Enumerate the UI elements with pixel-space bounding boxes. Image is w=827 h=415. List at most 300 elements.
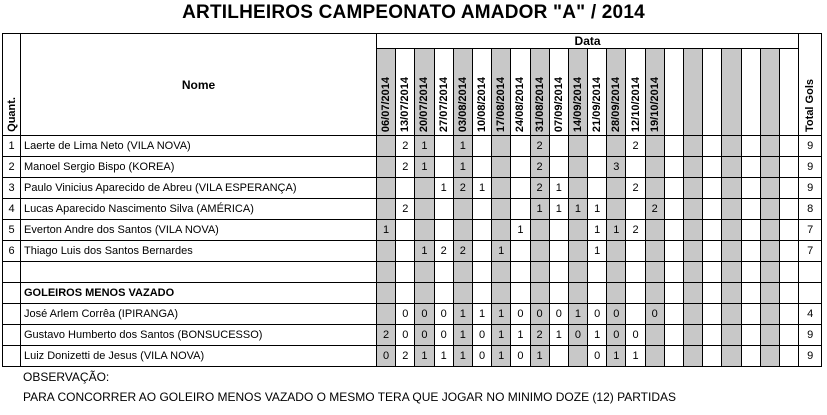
goal-cell	[684, 136, 703, 157]
quant-header-label: Quant.	[5, 97, 18, 132]
goal-cell	[472, 199, 491, 220]
goal-cell	[779, 241, 798, 262]
goal-cell	[645, 136, 664, 157]
goal-cell: 1	[588, 220, 607, 241]
goal-cell: 2	[530, 157, 549, 178]
goal-cell	[760, 262, 779, 283]
table-row	[3, 241, 822, 262]
goal-cell	[626, 199, 645, 220]
goal-cell: 1	[492, 304, 511, 325]
goal-cell	[722, 157, 741, 178]
total-cell: 8	[799, 199, 822, 220]
date-label: 03/08/2014	[456, 76, 469, 132]
page-title: ARTILHEIROS CAMPEONATO AMADOR "A" / 2014	[182, 2, 645, 23]
date-header	[607, 49, 626, 136]
goal-cell	[434, 199, 453, 220]
goal-cell	[664, 304, 683, 325]
goal-cell: 1	[415, 346, 434, 367]
goal-cell	[722, 262, 741, 283]
goal-cell	[607, 199, 626, 220]
goal-cell	[568, 241, 587, 262]
goal-cell	[741, 199, 760, 220]
goal-cell: 0	[607, 325, 626, 346]
goal-cell	[741, 304, 760, 325]
goal-cell	[626, 157, 645, 178]
goal-cell	[549, 241, 568, 262]
goal-cell: 1	[415, 241, 434, 262]
date-header	[779, 49, 798, 136]
goal-cell	[568, 220, 587, 241]
goal-cell	[588, 178, 607, 199]
date-header	[492, 49, 511, 136]
goal-cell	[472, 136, 491, 157]
goal-cell	[415, 199, 434, 220]
goal-cell	[377, 178, 396, 199]
goal-cell: 2	[434, 241, 453, 262]
goal-cell	[588, 157, 607, 178]
total-cell: 9	[799, 346, 822, 367]
goal-cell	[568, 157, 587, 178]
goal-cell	[492, 199, 511, 220]
goal-cell	[645, 178, 664, 199]
goal-cell	[703, 304, 722, 325]
row-number: 2	[3, 157, 21, 178]
goal-cell	[568, 283, 587, 304]
goal-cell: 1	[453, 346, 472, 367]
goal-cell	[703, 262, 722, 283]
goal-cell: 2	[377, 325, 396, 346]
goal-cell: 2	[530, 325, 549, 346]
player-name: José Arlem Corrêa (IPIRANGA)	[21, 304, 377, 325]
goal-cell	[703, 283, 722, 304]
goal-cell	[760, 178, 779, 199]
row-number	[3, 283, 21, 304]
goal-cell	[664, 262, 683, 283]
goal-cell: 0	[377, 346, 396, 367]
goal-cell	[645, 241, 664, 262]
goal-cell	[396, 241, 415, 262]
goal-cell: 1	[511, 220, 530, 241]
table-row	[3, 220, 822, 241]
goal-cell	[453, 283, 472, 304]
goal-cell: 0	[588, 304, 607, 325]
goal-cell: 1	[453, 325, 472, 346]
goal-cell: 0	[511, 346, 530, 367]
goal-cell: 0	[626, 325, 645, 346]
date-header	[684, 49, 703, 136]
goal-cell	[530, 262, 549, 283]
goal-cell: 1	[377, 220, 396, 241]
goal-cell: 1	[588, 199, 607, 220]
goal-cell	[453, 220, 472, 241]
goal-cell	[511, 136, 530, 157]
row-number	[3, 304, 21, 325]
goal-cell: 0	[530, 304, 549, 325]
goal-cell	[703, 325, 722, 346]
goal-cell	[377, 157, 396, 178]
goal-cell	[722, 304, 741, 325]
date-header	[415, 49, 434, 136]
row-number: 5	[3, 220, 21, 241]
goal-cell	[779, 346, 798, 367]
goal-cell	[434, 136, 453, 157]
goal-cell	[760, 199, 779, 220]
goal-cell: 0	[415, 304, 434, 325]
date-label: 19/10/2014	[648, 76, 661, 132]
goal-cell	[492, 157, 511, 178]
date-label: 13/07/2014	[399, 76, 412, 132]
date-header	[396, 49, 415, 136]
date-label: 10/08/2014	[476, 76, 489, 132]
date-header	[434, 49, 453, 136]
goal-cell: 2	[453, 178, 472, 199]
player-name: Manoel Sergio Bispo (KOREA)	[21, 157, 377, 178]
table-row	[3, 136, 822, 157]
goal-cell: 1	[472, 304, 491, 325]
goal-cell	[645, 262, 664, 283]
goal-cell: 1	[530, 346, 549, 367]
goal-cell	[645, 157, 664, 178]
goal-cell	[549, 262, 568, 283]
goal-cell	[779, 178, 798, 199]
date-label: 12/10/2014	[629, 76, 642, 132]
goal-cell: 1	[588, 325, 607, 346]
goal-cell: 1	[415, 136, 434, 157]
player-name: Paulo Vinicius Aparecido de Abreu (VILA ESPERANÇA)	[21, 178, 377, 199]
goal-cell	[703, 178, 722, 199]
goal-cell	[741, 157, 760, 178]
goal-cell	[626, 241, 645, 262]
goal-cell	[664, 283, 683, 304]
date-label: 14/09/2014	[571, 76, 584, 132]
goalkeepers-section-title: GOLEIROS MENOS VAZADO	[21, 283, 377, 304]
date-label: 27/07/2014	[437, 76, 450, 132]
goal-cell	[568, 346, 587, 367]
scorers-table	[2, 33, 822, 367]
data-header: Data	[377, 34, 799, 49]
goal-cell	[607, 241, 626, 262]
goal-cell: 2	[626, 136, 645, 157]
player-name: Everton Andre dos Santos (VILA NOVA)	[21, 220, 377, 241]
row-number	[3, 262, 21, 283]
date-header	[645, 49, 664, 136]
goal-cell	[779, 157, 798, 178]
goal-cell	[434, 157, 453, 178]
goal-cell	[377, 304, 396, 325]
goal-cell	[377, 199, 396, 220]
goal-cell: 3	[607, 157, 626, 178]
goal-cell	[684, 262, 703, 283]
goal-cell: 1	[626, 346, 645, 367]
goal-cell	[626, 262, 645, 283]
goal-cell	[645, 220, 664, 241]
date-header	[511, 49, 530, 136]
goal-cell: 1	[434, 178, 453, 199]
empty-cell	[21, 262, 377, 283]
goal-cell	[779, 325, 798, 346]
goal-cell	[549, 157, 568, 178]
total-cell	[799, 262, 822, 283]
goal-cell	[434, 220, 453, 241]
goal-cell	[722, 136, 741, 157]
goal-cell: 0	[472, 325, 491, 346]
goal-cell	[530, 220, 549, 241]
goal-cell	[684, 220, 703, 241]
goal-cell	[453, 199, 472, 220]
goal-cell	[568, 262, 587, 283]
goal-cell	[472, 283, 491, 304]
table-row	[3, 283, 822, 304]
goal-cell	[779, 220, 798, 241]
goal-cell	[415, 220, 434, 241]
date-header	[568, 49, 587, 136]
goal-cell: 1	[549, 178, 568, 199]
goal-cell	[549, 220, 568, 241]
goal-cell	[588, 262, 607, 283]
goal-cell	[664, 199, 683, 220]
total-cell: 9	[799, 157, 822, 178]
goal-cell	[511, 199, 530, 220]
goal-cell	[549, 283, 568, 304]
quant-header	[3, 34, 21, 136]
goal-cell	[703, 220, 722, 241]
goal-cell	[511, 241, 530, 262]
player-name: Laerte de Lima Neto (VILA NOVA)	[21, 136, 377, 157]
goal-cell: 0	[396, 325, 415, 346]
goal-cell	[472, 241, 491, 262]
goal-cell	[645, 325, 664, 346]
goal-cell	[664, 346, 683, 367]
goal-cell	[492, 283, 511, 304]
goal-cell	[453, 262, 472, 283]
total-cell: 7	[799, 220, 822, 241]
goal-cell	[492, 136, 511, 157]
goal-cell: 1	[415, 157, 434, 178]
date-header	[453, 49, 472, 136]
table-row	[3, 304, 822, 325]
date-label: 07/09/2014	[552, 76, 565, 132]
total-header	[799, 34, 822, 136]
date-header	[549, 49, 568, 136]
goal-cell	[760, 346, 779, 367]
goal-cell	[722, 220, 741, 241]
total-cell: 7	[799, 241, 822, 262]
goal-cell	[377, 241, 396, 262]
name-header: Nome	[21, 34, 377, 136]
goal-cell	[568, 178, 587, 199]
goal-cell	[492, 262, 511, 283]
goal-cell: 1	[607, 220, 626, 241]
date-header	[530, 49, 549, 136]
goal-cell: 1	[492, 346, 511, 367]
goal-cell: 1	[607, 346, 626, 367]
goal-cell	[684, 241, 703, 262]
goal-cell	[703, 346, 722, 367]
date-header	[760, 49, 779, 136]
goal-cell	[703, 199, 722, 220]
date-header	[722, 49, 741, 136]
goal-cell	[626, 283, 645, 304]
goal-cell	[664, 220, 683, 241]
goal-cell	[549, 136, 568, 157]
date-label: 28/09/2014	[610, 76, 623, 132]
player-name: Luiz Donizetti de Jesus (VILA NOVA)	[21, 346, 377, 367]
goal-cell: 0	[472, 346, 491, 367]
goal-cell	[760, 283, 779, 304]
date-label: 17/08/2014	[495, 76, 508, 132]
goal-cell	[645, 283, 664, 304]
goal-cell: 2	[530, 178, 549, 199]
goal-cell	[722, 199, 741, 220]
goal-cell	[722, 325, 741, 346]
table-row	[3, 262, 822, 283]
goal-cell	[741, 220, 760, 241]
goal-cell: 0	[434, 325, 453, 346]
goal-cell: 0	[396, 304, 415, 325]
goal-cell	[741, 325, 760, 346]
goal-cell	[472, 157, 491, 178]
goal-cell: 2	[396, 136, 415, 157]
goal-cell	[722, 283, 741, 304]
goal-cell	[741, 136, 760, 157]
observation-text: PARA CONCORRER AO GOLEIRO MENOS VAZADO O MESMO TERA QUE JOGAR NO MINIMO DOZE (12) PARTIDAS	[23, 390, 676, 404]
goal-cell	[377, 262, 396, 283]
date-header	[588, 49, 607, 136]
date-header	[664, 49, 683, 136]
goal-cell	[722, 178, 741, 199]
goal-cell	[530, 283, 549, 304]
date-header	[472, 49, 491, 136]
date-label: 06/07/2014	[380, 76, 393, 132]
goal-cell	[684, 283, 703, 304]
goal-cell	[741, 346, 760, 367]
goal-cell	[396, 220, 415, 241]
goal-cell	[415, 283, 434, 304]
goal-cell	[722, 241, 741, 262]
goal-cell: 1	[588, 241, 607, 262]
goal-cell: 1	[453, 304, 472, 325]
goal-cell	[741, 241, 760, 262]
goal-cell	[415, 178, 434, 199]
goal-cell	[684, 157, 703, 178]
goal-cell	[722, 346, 741, 367]
date-header	[377, 49, 396, 136]
date-header	[741, 49, 760, 136]
goal-cell	[549, 346, 568, 367]
goal-cell: 2	[530, 136, 549, 157]
goal-cell	[607, 262, 626, 283]
goal-cell	[779, 136, 798, 157]
goal-cell	[760, 220, 779, 241]
date-label: 31/08/2014	[533, 76, 546, 132]
date-label: 21/09/2014	[591, 76, 604, 132]
goal-cell	[588, 283, 607, 304]
goal-cell	[377, 283, 396, 304]
goal-cell	[779, 262, 798, 283]
goal-cell	[664, 325, 683, 346]
goal-cell	[760, 157, 779, 178]
goal-cell	[664, 157, 683, 178]
row-number: 3	[3, 178, 21, 199]
goal-cell: 0	[588, 346, 607, 367]
goal-cell	[511, 178, 530, 199]
goal-cell: 1	[549, 325, 568, 346]
goal-cell	[684, 304, 703, 325]
goal-cell: 0	[568, 325, 587, 346]
goal-cell	[760, 136, 779, 157]
goal-cell: 1	[434, 346, 453, 367]
goal-cell: 2	[645, 199, 664, 220]
goal-cell	[377, 136, 396, 157]
goal-cell	[703, 241, 722, 262]
date-header	[626, 49, 645, 136]
goal-cell	[434, 262, 453, 283]
goal-cell: 1	[530, 199, 549, 220]
goal-cell	[607, 178, 626, 199]
goal-cell: 1	[568, 199, 587, 220]
goal-cell	[741, 283, 760, 304]
goal-cell	[684, 346, 703, 367]
table-row	[3, 346, 822, 367]
total-cell: 9	[799, 325, 822, 346]
goal-cell	[664, 241, 683, 262]
goal-cell: 1	[492, 241, 511, 262]
goal-cell	[703, 157, 722, 178]
date-label: 20/07/2014	[418, 76, 431, 132]
goal-cell: 1	[492, 325, 511, 346]
row-number	[3, 346, 21, 367]
total-cell: 4	[799, 304, 822, 325]
goal-cell: 2	[626, 178, 645, 199]
goal-cell	[684, 325, 703, 346]
goal-cell: 2	[396, 157, 415, 178]
goal-cell: 0	[645, 304, 664, 325]
total-cell	[799, 283, 822, 304]
goal-cell	[588, 136, 607, 157]
goal-cell	[511, 157, 530, 178]
goal-cell	[607, 283, 626, 304]
goal-cell	[492, 220, 511, 241]
goal-cell	[472, 220, 491, 241]
player-name: Lucas Aparecido Nascimento Silva (AMÉRICA)	[21, 199, 377, 220]
goal-cell: 1	[472, 178, 491, 199]
player-name: Thiago Luis dos Santos Bernardes	[21, 241, 377, 262]
goal-cell: 1	[453, 157, 472, 178]
goal-cell	[779, 304, 798, 325]
goal-cell	[760, 325, 779, 346]
goal-cell	[664, 136, 683, 157]
goal-cell: 2	[396, 346, 415, 367]
goal-cell	[396, 178, 415, 199]
row-number: 6	[3, 241, 21, 262]
goal-cell: 2	[626, 220, 645, 241]
goal-cell: 0	[434, 304, 453, 325]
goal-cell: 0	[607, 304, 626, 325]
total-cell: 9	[799, 178, 822, 199]
goal-cell	[741, 262, 760, 283]
goal-cell	[626, 304, 645, 325]
table-row	[3, 199, 822, 220]
row-number: 1	[3, 136, 21, 157]
goal-cell	[434, 283, 453, 304]
goal-cell	[511, 283, 530, 304]
goal-cell	[396, 283, 415, 304]
goal-cell: 2	[396, 199, 415, 220]
goal-cell	[530, 241, 549, 262]
goal-cell: 0	[511, 304, 530, 325]
goal-cell	[741, 178, 760, 199]
observation-label: OBSERVAÇÃO:	[23, 370, 110, 384]
